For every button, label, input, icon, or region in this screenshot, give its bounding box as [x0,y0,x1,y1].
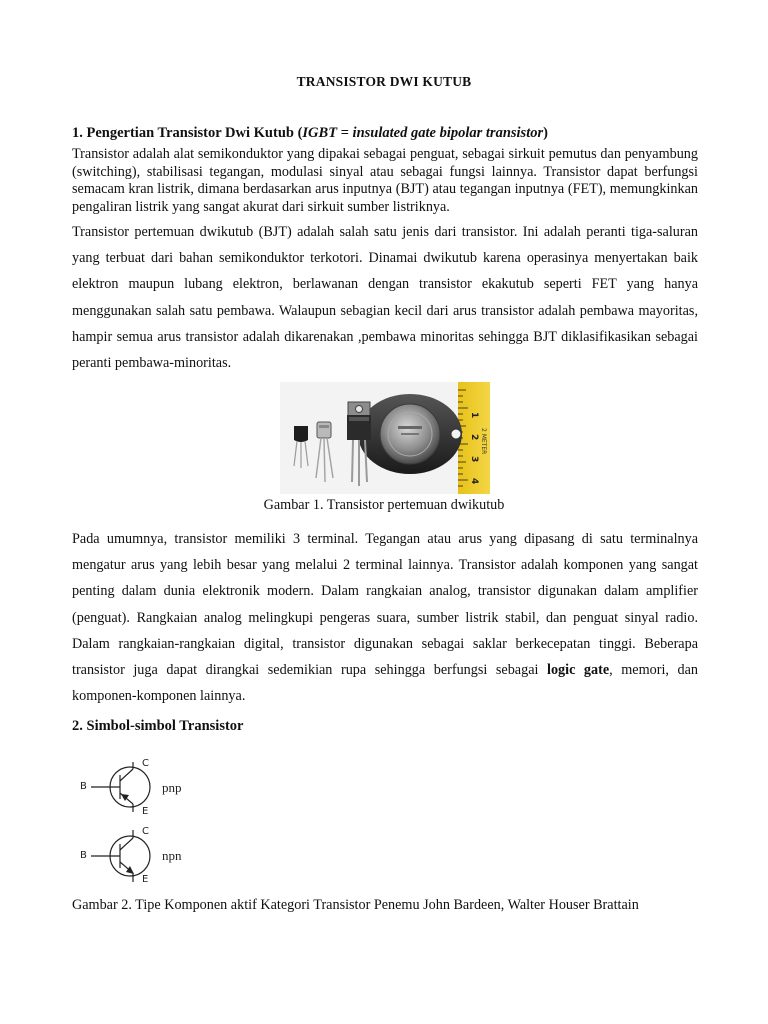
pnp-collector-label: C [142,758,149,769]
paragraph-2: Transistor pertemuan dwikutub (BJT) adalah salah satu jenis dari transistor. Ini adalah peranti tiga-saluran yang terbuat dari bahan semikonduktor terkotori. Dinamai dwikutub karena operasinya menyertakan baik elektron maupun lubang elektron, berlawanan dengan transistor ekakutub seperti FET yang hanya menggunakan salah satu pembawa. Walaupun sebagian kecil dari arus transistor adalah pembawa mayoritas, hampir semua arus transistor adalah dikarenakan ,pembawa minoritas sehingga BJT diklasifikasikan sebagai peranti pembawa-minoritas. [72,224,698,372]
ruler-label-3: 3 [469,456,479,463]
section-2-heading: 2. Simbol-simbol Transistor [72,718,244,734]
transistor-photo-illustration [280,382,490,494]
npn-emitter-label: E [142,874,149,885]
pnp-symbol [91,762,150,812]
figure-2-caption: Gambar 2. Tipe Komponen aktif Kategori Transistor Penemu John Bardeen, Walter Houser Brattain [72,897,639,913]
ruler-label-1: 1 [469,412,479,419]
ruler-label-meter: 2 METER [480,428,487,455]
pnp-type-label: pnp [162,780,182,795]
pnp-emitter-label: E [142,806,149,817]
logic-gate-term: logic gate [547,662,610,679]
ruler-label-2: 2 [469,434,479,441]
npn-collector-label: C [142,826,149,837]
section-1-prefix: 1. Pengertian Transistor Dwi Kutub ( [72,125,303,141]
npn-type-label: npn [162,848,182,863]
transistor-photo [280,382,490,494]
npn-arrow-icon [126,866,134,874]
section-1-heading [72,125,548,142]
section-1-italic: IGBT = insulated gate bipolar transistor [302,125,544,141]
npn-base-label: B [80,850,87,861]
document-title: TRANSISTOR DWI KUTUB [296,74,472,89]
section-1-suffix: ) [543,125,548,141]
paragraph-3 [72,526,698,709]
ruler-label-4: 4 [469,478,479,485]
transistor-symbol-diagram [72,756,222,890]
paragraph-3-tail: , memori, dan komponen-komponen lainnya. [72,662,698,705]
pnp-base-label: B [80,781,87,792]
transistor-symbols [72,756,222,890]
paragraph-3-text: Pada umumnya, transistor memiliki 3 terminal. Tegangan atau arus yang dipasang di satu terminalnya mengatur arus yang lebih besar yang melalui 2 terminal lainnya. Transistor adalah komponen yang sangat penting dalam dunia elektronik modern. Dalam rangkaian analog, transistor digunakan dalam amplifier (penguat). Rangkaian analog melingkupi pengeras suara, sumber listrik stabil, dan penguat sinyal radio. Dalam rangkaian-rangkaian digital, transistor digunakan sebagai saklar berkecepatan tinggi. Beberapa transistor juga dapat dirangkai sedemikian rupa sehingga berfungsi sebagai [72,531,698,679]
figure-1-caption: Gambar 1. Transistor pertemuan dwikutub [263,497,505,513]
paragraph-1: Transistor adalah alat semikonduktor yang dipakai sebagai penguat, sebagai sirkuit pemutus dan penyambung (switching), stabilisasi tegangan, modulasi sinyal atau sebagai fungsi lainnya. Transistor dapat berfungsi semacam kran listrik, dimana berdasarkan arus inputnya (BJT) atau tegangan inputnya (FET), memungkinkan pengaliran listrik yang sangat akurat dari sirkuit sumber listriknya. [72,146,698,215]
